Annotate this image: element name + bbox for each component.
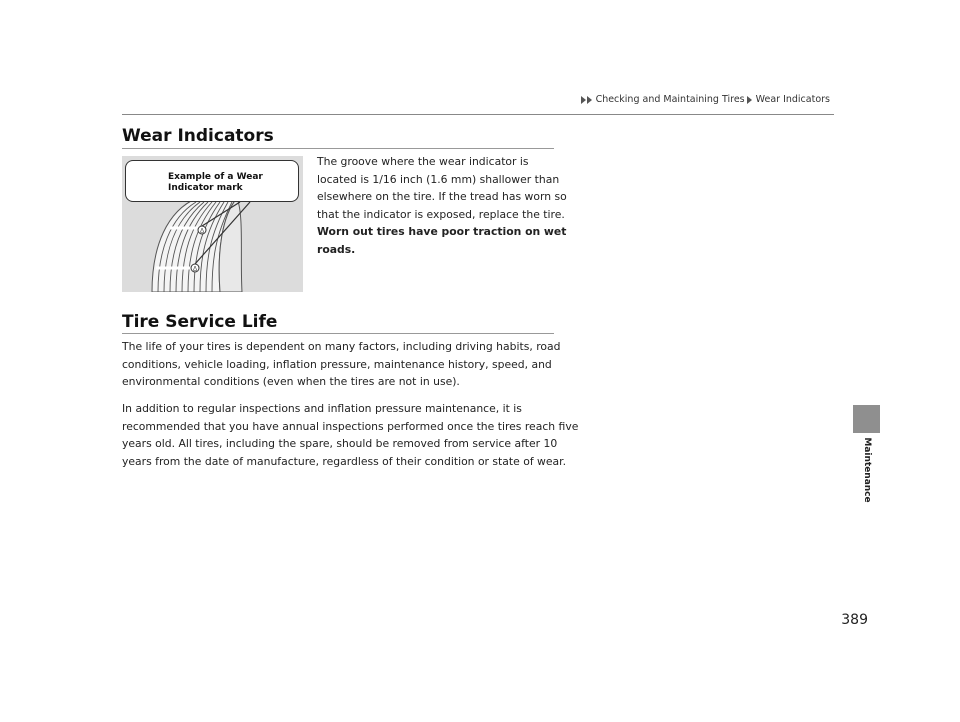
text-line: years old. All tires, including the spare, should be removed from service after 10 [122,437,558,450]
header-divider [122,114,834,115]
wear-indicator-figure [122,156,303,292]
wear-indicator-description [317,153,567,258]
text-line: conditions, vehicle loading, inflation pressure, maintenance history, speed, and [122,357,552,371]
breadcrumb [581,94,832,105]
chapter-tab[interactable] [853,405,880,433]
text-line: located is 1/16 inch (1.6 mm) shallower than [317,172,560,186]
svg-text:Δ: Δ [192,265,198,273]
figure-callout: Example of a Wear Indicator mark [125,160,299,202]
breadcrumb-arrow-icon [747,96,752,104]
breadcrumb-arrow-icon [587,96,592,104]
breadcrumb-current: Wear Indicators [755,94,830,105]
warning-line: roads. [317,242,356,256]
breadcrumb-parent[interactable]: Checking and Maintaining Tires [595,94,745,105]
text-line: years from the date of manufacture, regardless of their condition or state of wear. [122,454,567,468]
tire-life-paragraph-1 [122,338,561,391]
section-title-tire-service-life: Tire Service Life [122,312,278,332]
chapter-tab-label: Maintenance [862,437,872,503]
text-line: recommended that you have annual inspections performed once the tires reach five [122,419,579,433]
text-line: The life of your tires is dependent on many factors, including driving habits, road [122,340,561,353]
page-number: 389 [841,612,868,628]
tire-life-paragraph-2 [122,400,578,470]
breadcrumb-arrow-icon [581,96,586,104]
text-line: environmental conditions (even when the tires are not in use). [122,375,460,388]
section-title-wear-indicators: Wear Indicators [122,126,274,146]
svg-text:Δ: Δ [199,227,205,235]
text-line: The groove where the wear indicator is [317,155,529,168]
warning-line: Worn out tires have poor traction on wet [317,225,567,238]
text-line: In addition to regular inspections and inflation pressure maintenance, it is [122,402,522,415]
text-line: that the indicator is exposed, replace the tire. [317,207,565,221]
section-title-divider [122,333,554,334]
section-title-divider [122,148,554,149]
text-line: elsewhere on the tire. If the tread has worn so [317,190,567,203]
